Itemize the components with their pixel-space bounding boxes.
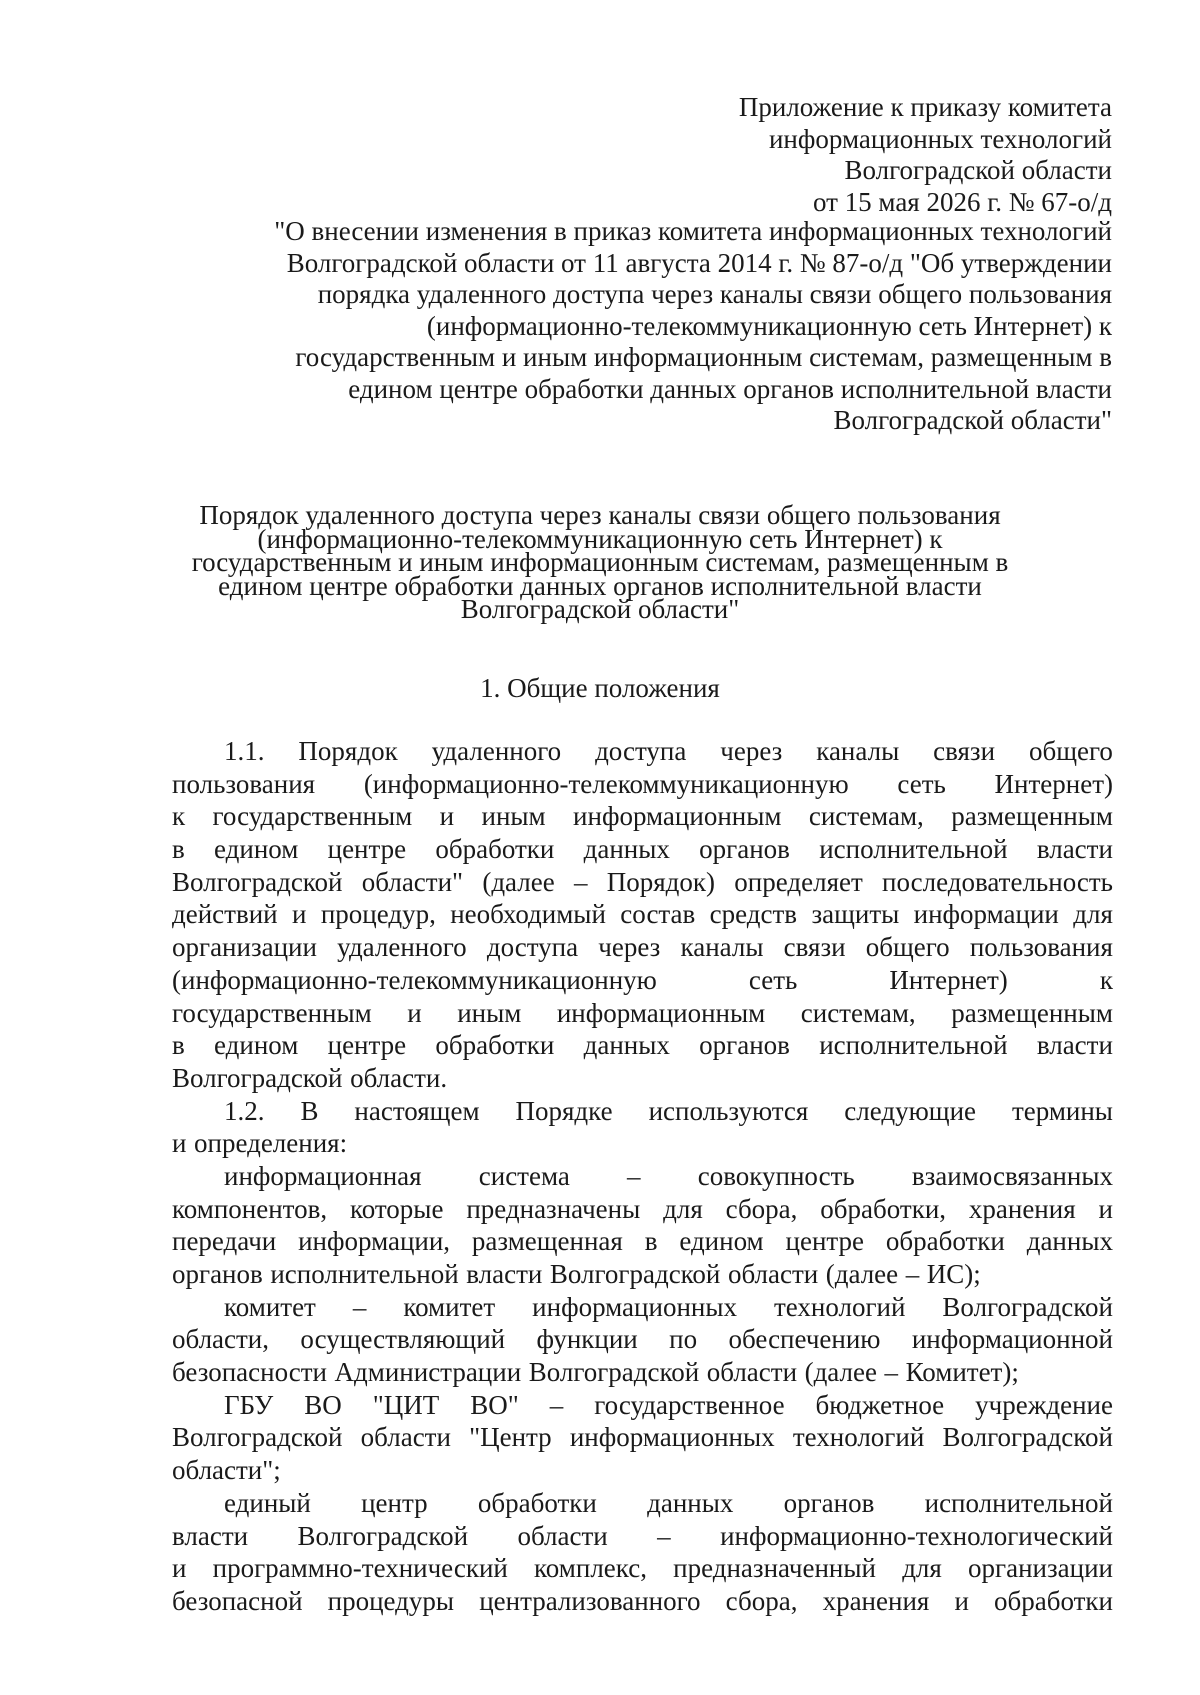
word: комплекс, [534,1553,647,1584]
word: совокупность [697,1160,855,1191]
word: предназначены [466,1193,641,1224]
word: средств [709,899,798,930]
word: области [517,1520,608,1551]
word: области [727,1259,819,1289]
word: каналы [816,736,900,766]
word: ВО [304,1389,342,1420]
word: через [720,736,783,766]
word: системам, [808,801,924,832]
word: используются [648,1095,809,1126]
word: общего [865,932,950,963]
paragraph-line [172,1421,1113,1454]
word: последовательность [882,866,1113,897]
word: определения: [194,1128,348,1159]
word: области"; [172,1455,281,1486]
word: ВО" [470,1389,519,1420]
word: информационная [224,1160,422,1191]
word: каналы [680,932,764,963]
word: компонентов, [172,1193,328,1224]
paragraph-line [172,1225,1113,1258]
word: и [172,1553,187,1584]
word: – [657,1520,671,1551]
word: исполнительной [924,1487,1113,1518]
word: информации, [298,1226,451,1257]
word: Волгоградской [528,1357,700,1388]
word: (информационно-телекоммуникационную [172,964,657,995]
word: иным [457,997,522,1028]
body-text [172,735,1113,1618]
word: информационным [556,997,766,1028]
paragraph-line [172,1520,1113,1553]
word: области, [172,1324,270,1355]
word: Интернет) [994,768,1113,799]
word: сеть [897,768,946,799]
word: термины [1011,1095,1113,1126]
word: власти [172,1520,249,1551]
word: и [1098,1193,1113,1224]
word: исполнительной [270,1259,459,1289]
word: центре [785,1226,865,1257]
word: учреждение [975,1389,1113,1420]
word: данных [583,1030,670,1061]
paragraph-line [172,997,1113,1030]
word: безопасной [172,1585,303,1616]
word: процедур, [320,899,436,930]
word: обработки [435,834,555,865]
word: обеспечению [728,1324,881,1355]
word: (далее [482,866,555,897]
order-title-line: (информационно-телекоммуникационную сеть Интернет) к [426,310,1112,341]
order-title-line: едином центре обработки данных органов исполнительной власти [348,373,1112,404]
word: к [1099,964,1113,995]
word: в [172,1030,185,1061]
word: комитет [224,1291,316,1322]
word: органов [172,1259,263,1289]
word: системам, [800,997,916,1028]
word: – [627,1160,641,1191]
paragraph-line [172,1585,1113,1618]
word: обработки [477,1487,597,1518]
word: Порядок [298,736,398,766]
word: информационно-технологический [720,1520,1113,1551]
paragraph-line [172,866,1113,899]
word: для [663,1193,703,1224]
word: и [439,801,455,832]
word: власти [1036,834,1113,865]
word: Волгоградской [297,1520,469,1551]
word: Волгоградской [172,1062,343,1093]
word: (далее [825,1259,899,1289]
word: В [300,1095,319,1126]
order-title [212,216,1112,437]
order-title-line: государственным и иным информационным системам, размещенным в [295,342,1112,372]
word: едином [214,1030,299,1061]
order-title-line: порядка удаленного доступа через каналы связи общего пользования [317,279,1112,309]
word: хранения [822,1585,930,1616]
word: Порядке [515,1095,613,1126]
word: области. [350,1062,448,1093]
word: – [884,1357,899,1388]
word: по [669,1324,698,1355]
word: Интернет) [889,964,1008,995]
word: единый [224,1487,311,1518]
paragraph-line [172,800,1113,833]
word: – [352,1291,367,1322]
paragraph-line [172,1095,1113,1128]
word: Администрации [334,1357,522,1388]
word: власти [466,1259,543,1289]
word: процедуры [327,1585,455,1616]
word: Волгоградской [942,1422,1113,1453]
word: настоящем [354,1095,480,1126]
word: исполнительной [819,834,1008,865]
word: и [954,1585,969,1616]
paragraph-line [172,931,1113,964]
word: к [172,801,186,832]
word: бюджетное [815,1389,945,1420]
word: информационных [569,1422,775,1453]
word: для [1073,899,1113,930]
appendix-header-line: Волгоградской области [844,155,1112,185]
document-title-line: государственным и иным информационным системам, размещенным в [191,547,1009,577]
word: сбора, [725,1585,798,1616]
word: размещенным [951,801,1113,832]
word: удаленного [431,736,562,766]
word: Комитет); [905,1357,1019,1388]
word: связи [933,736,996,766]
paragraph-line [172,1291,1113,1324]
word: размещенным [951,997,1113,1028]
paragraph-line [172,1454,1113,1487]
word: Волгоградской [942,1291,1113,1322]
word: пользования [172,768,316,799]
word: технологий [773,1291,906,1322]
word: – [549,1389,564,1420]
order-title-line: Волгоградской области" [833,405,1112,435]
word: ГБУ [224,1389,274,1420]
word: комитет [403,1291,496,1322]
paragraph-line [172,768,1113,801]
word: доступа [486,932,579,963]
paragraph-line [172,1029,1113,1062]
document-title-line: (информационно-телекоммуникационную сеть Интернет) к [257,523,943,554]
word: едином [679,1226,764,1257]
order-title-line: Волгоградской области от 11 августа 2014 г. № 87-о/д "Об утверждении [286,247,1112,278]
word: Волгоградской [172,1422,343,1453]
word: государственным [172,997,372,1028]
word: обработки [994,1585,1113,1616]
word: области [706,1357,798,1388]
word: иным [481,801,546,832]
appendix-header [212,92,1112,218]
word: органов [783,1487,875,1518]
document-title-line: Волгоградской области" [460,594,740,624]
word: программно-технический [212,1553,508,1584]
word: данных [1026,1226,1113,1257]
word: организации [172,932,317,963]
word: определяет [734,866,863,897]
word: области [360,1422,451,1453]
word: взаимосвязанных [911,1160,1113,1191]
paragraph-line [172,1062,1113,1095]
word: и [407,997,422,1028]
word: общего [1028,736,1113,766]
word: через [598,932,661,963]
word: центр [361,1487,428,1518]
word: центре [327,1030,407,1061]
word: данных [647,1487,734,1518]
word: организации [968,1553,1113,1584]
word: – [905,1259,920,1289]
paragraph-line [172,1258,1113,1291]
word: действий [172,899,278,930]
word: технологий [792,1422,925,1453]
word: пользования [969,932,1113,963]
word: "ЦИТ [372,1389,440,1420]
paragraph-line [172,1487,1113,1520]
word: (далее [804,1357,877,1388]
word: для [902,1553,942,1584]
word: система [478,1160,570,1191]
word: 1.1. [224,736,265,766]
word: данных [583,834,670,865]
paragraph-line [172,1160,1113,1193]
word: предназначенный [673,1553,876,1584]
appendix-header-line: информационных технологий [768,123,1112,154]
word: передачи [172,1226,277,1257]
word: центре [327,834,407,865]
word: информации [913,899,1059,930]
word: информационных [532,1291,737,1322]
order-title-line: "О внесении изменения в приказ комитета информационных технологий [274,216,1112,246]
word: защиты [811,899,900,930]
word: хранения [968,1193,1076,1224]
document-title-line: едином центре обработки данных органов исполнительной власти [218,570,982,601]
word: и [172,1128,187,1159]
word: в [644,1226,658,1257]
word: централизованного [479,1585,701,1616]
word: власти [1036,1030,1113,1061]
word: информационной [911,1324,1113,1355]
word: обработки [435,1030,555,1061]
word: исполнительной [819,1030,1008,1061]
appendix-header-line: от 15 мая 2026 г. № 67-о/д [812,186,1112,217]
paragraph-line [172,1356,1113,1389]
word: в [172,834,185,865]
document-title [150,500,1050,624]
word: обработки [885,1226,1005,1257]
paragraph-line [172,898,1113,931]
word: сбора, [725,1193,798,1224]
word: состав [620,899,696,930]
word: функции [536,1324,638,1355]
paragraph-line [172,1193,1113,1226]
word: едином [214,834,299,865]
paragraph-line [172,1552,1113,1585]
word: безопасности [172,1357,327,1388]
paragraph-line [172,833,1113,866]
word: ИС); [926,1259,981,1289]
paragraph-line [172,1389,1113,1422]
word: Волгоградской [172,866,343,897]
word: государственным [212,801,413,832]
word: удаленного [337,932,467,963]
word: необходимый [450,899,606,930]
word: Волгоградской [549,1259,721,1289]
word: органов [699,1030,790,1061]
word: связи [783,932,846,963]
word: размещенная [471,1226,623,1257]
paragraph-line [172,1127,1113,1160]
word: обработки, [820,1193,947,1224]
word: 1.2. [224,1095,265,1126]
word: – [574,866,588,897]
word: "Центр [469,1422,552,1453]
word: осуществляющий [300,1324,506,1355]
word: доступа [595,736,687,766]
word: Порядок) [606,866,716,897]
paragraph-line [172,1323,1113,1356]
word: которые [349,1193,444,1224]
section-heading: 1. Общие положения [480,673,720,703]
word: сеть [748,964,798,995]
word: государственное [594,1389,785,1420]
word: (информационно-телекоммуникационную [363,768,849,799]
document-title-line: Порядок удаленного доступа через каналы связи общего пользования [199,500,1001,530]
paragraph-line [172,964,1113,997]
word: и [291,899,307,930]
word: органов [699,834,790,865]
paragraph-line [172,735,1113,768]
word: следующие [844,1095,976,1126]
word: области" [361,866,464,897]
word: информационным [573,801,782,832]
appendix-header-line: Приложение к приказу комитета [738,92,1112,122]
